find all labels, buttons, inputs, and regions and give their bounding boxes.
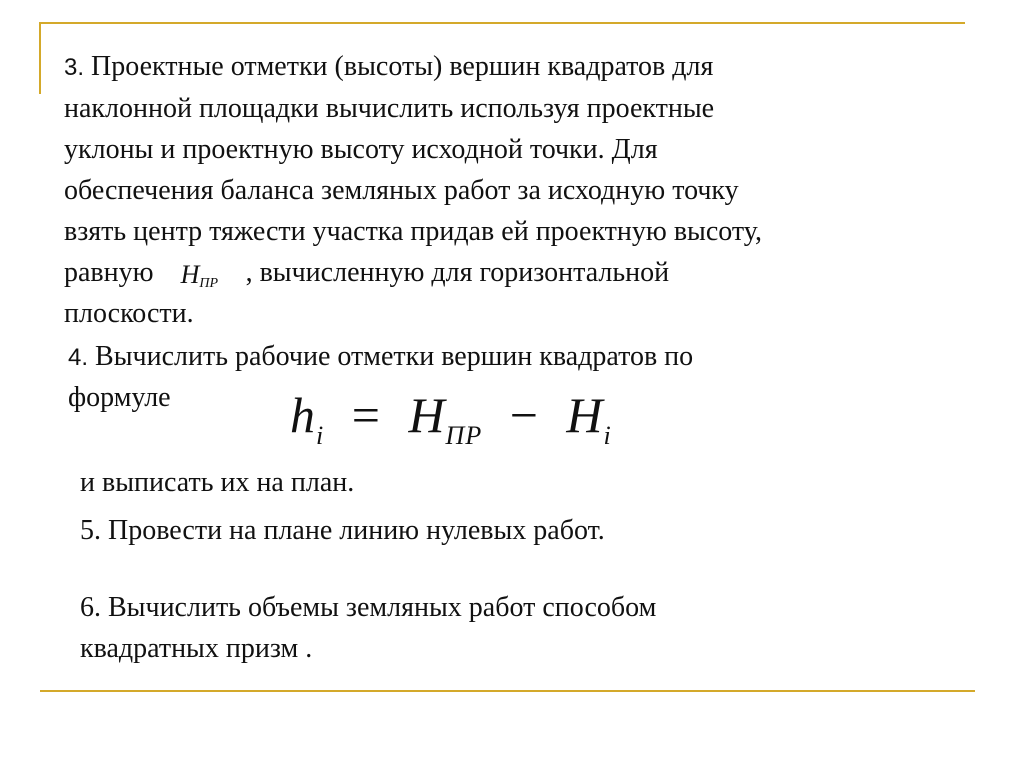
formula-term1: H [408,387,446,443]
formula-equals: = [351,387,381,443]
list-item-6 [80,587,656,669]
list-item-number: 5. [80,515,101,546]
formula-minus: − [509,387,539,443]
formula-term2: H [566,387,604,443]
list-item-text: плоскости. [64,298,194,329]
inline-symbol-h-pr [161,261,239,289]
list-item-text: квадратных призм . [80,633,313,664]
list-item-text: наклонной площадки вычислить используя проектные [64,93,715,124]
list-item-text: Вычислить объемы земляных работ способом [108,592,657,623]
list-item-3 [64,46,762,334]
formula [290,385,612,466]
list-item-number: 6. [80,592,101,623]
list-item-text: Вычислить рабочие отметки вершин квадратов по [95,341,694,372]
inline-symbol-main: Н [180,260,200,289]
list-item-text: формуле [68,382,171,413]
list-item-text: равную [64,257,154,288]
bottom-rule [40,690,975,692]
list-item-number: 4. [68,344,89,371]
list-item-5 [80,510,605,551]
list-item-number: 3. [64,54,85,81]
list-item-text: уклоны и проектную высоту исходной точки. Для [64,134,658,165]
formula-term1-sub: ПР [445,421,483,450]
formula-lhs-sub: i [316,421,325,450]
formula-term2-sub: i [603,421,612,450]
list-item-text: Проектные отметки (высоты) вершин квадратов для [91,51,714,82]
list-item-text: взять центр тяжести участка придав ей проектную высоту, [64,216,762,247]
list-item-text: , вычисленную для горизонтальной [245,257,670,288]
left-rule [39,22,41,94]
list-note: и выписать их на план. [80,467,355,498]
top-rule [40,22,965,24]
list-item-text: Провести на плане линию нулевых работ. [108,515,605,546]
inline-symbol-sub: ПР [199,276,219,291]
list-item-text: обеспечения баланса земляных работ за исходную точку [64,175,739,206]
formula-lhs: h [290,387,316,443]
